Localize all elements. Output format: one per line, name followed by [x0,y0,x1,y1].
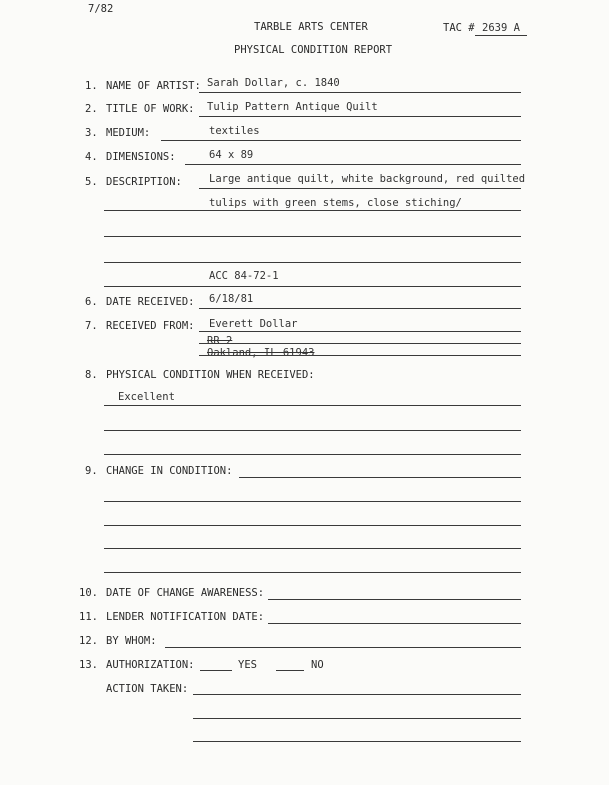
dimensions-value: 64 x 89 [209,149,254,161]
condition-line-1 [104,405,521,406]
condition-received-value: Excellent [118,391,175,403]
medium-line [161,140,521,141]
tac-number: 2639 A [482,22,520,34]
item-number: 2. [85,103,98,115]
item-number: 12. [79,635,98,647]
received-from-line-1 [199,331,521,332]
form-date-code: 7/82 [88,3,114,15]
change-line-5 [104,572,521,573]
change-awareness-label: DATE OF CHANGE AWARENESS: [106,587,265,599]
description-line-4 [104,262,521,263]
dimensions-line [185,164,521,165]
received-from-name: Everett Dollar [209,318,298,330]
item-number: 5. [85,176,98,188]
page-title: PHYSICAL CONDITION REPORT [234,44,393,56]
received-from-address-2: Oakland, IL 61943 [207,347,315,359]
medium-value: textiles [209,125,260,137]
condition-line-2 [104,430,521,431]
change-line-4 [104,548,521,549]
medium-label: MEDIUM: [106,127,151,139]
change-line-2 [104,501,521,502]
date-received-line [199,308,521,309]
item-number: 6. [85,296,98,308]
title-label: TITLE OF WORK: [106,103,195,115]
item-number: 9. [85,465,98,477]
description-line-5 [104,286,521,287]
condition-received-label: PHYSICAL CONDITION WHEN RECEIVED: [106,369,315,381]
action-line-2 [193,718,521,719]
action-taken-label: ACTION TAKEN: [106,683,189,695]
artist-line [199,92,521,93]
description-line-2 [104,210,521,211]
by-whom-label: BY WHOM: [106,635,157,647]
authorization-label: AUTHORIZATION: [106,659,195,671]
lender-notification-label: LENDER NOTIFICATION DATE: [106,611,265,623]
item-number: 13. [79,659,98,671]
title-value: Tulip Pattern Antique Quilt [207,101,378,113]
description-value-2: tulips with green stems, close stiching/ [209,197,462,209]
description-label: DESCRIPTION: [106,176,182,188]
change-line-1 [239,477,521,478]
change-line-3 [104,525,521,526]
change-awareness-line [268,599,521,600]
tac-label: TAC # [443,22,475,34]
lender-notification-line [268,623,521,624]
action-line-3 [193,741,521,742]
date-received-value: 6/18/81 [209,293,254,305]
date-received-label: DATE RECEIVED: [106,296,195,308]
yes-option: YES [238,659,257,671]
description-value-1: Large antique quilt, white background, red quilted [209,173,526,185]
tac-number-line [475,35,527,36]
item-number: 1. [85,80,98,92]
accession-number: ACC 84-72-1 [209,270,279,282]
received-from-line-2 [199,343,521,344]
item-number: 4. [85,151,98,163]
dimensions-label: DIMENSIONS: [106,151,176,163]
received-from-address-1: RR 2 [207,335,233,347]
item-number: 3. [85,127,98,139]
title-line [199,116,521,117]
received-from-line-3 [199,355,521,356]
by-whom-line [165,647,521,648]
description-line-1 [199,188,521,189]
item-number: 8. [85,369,98,381]
action-line-1 [193,694,521,695]
description-line-3 [104,236,521,237]
no-blank [276,670,304,671]
change-condition-label: CHANGE IN CONDITION: [106,465,233,477]
condition-line-3 [104,454,521,455]
artist-value: Sarah Dollar, c. 1840 [207,77,340,89]
organization-name: TARBLE ARTS CENTER [254,21,368,33]
artist-label: NAME OF ARTIST: [106,80,201,92]
item-number: 7. [85,320,98,332]
item-number: 10. [79,587,98,599]
item-number: 11. [79,611,98,623]
received-from-label: RECEIVED FROM: [106,320,195,332]
no-option: NO [311,659,324,671]
yes-blank [200,670,232,671]
